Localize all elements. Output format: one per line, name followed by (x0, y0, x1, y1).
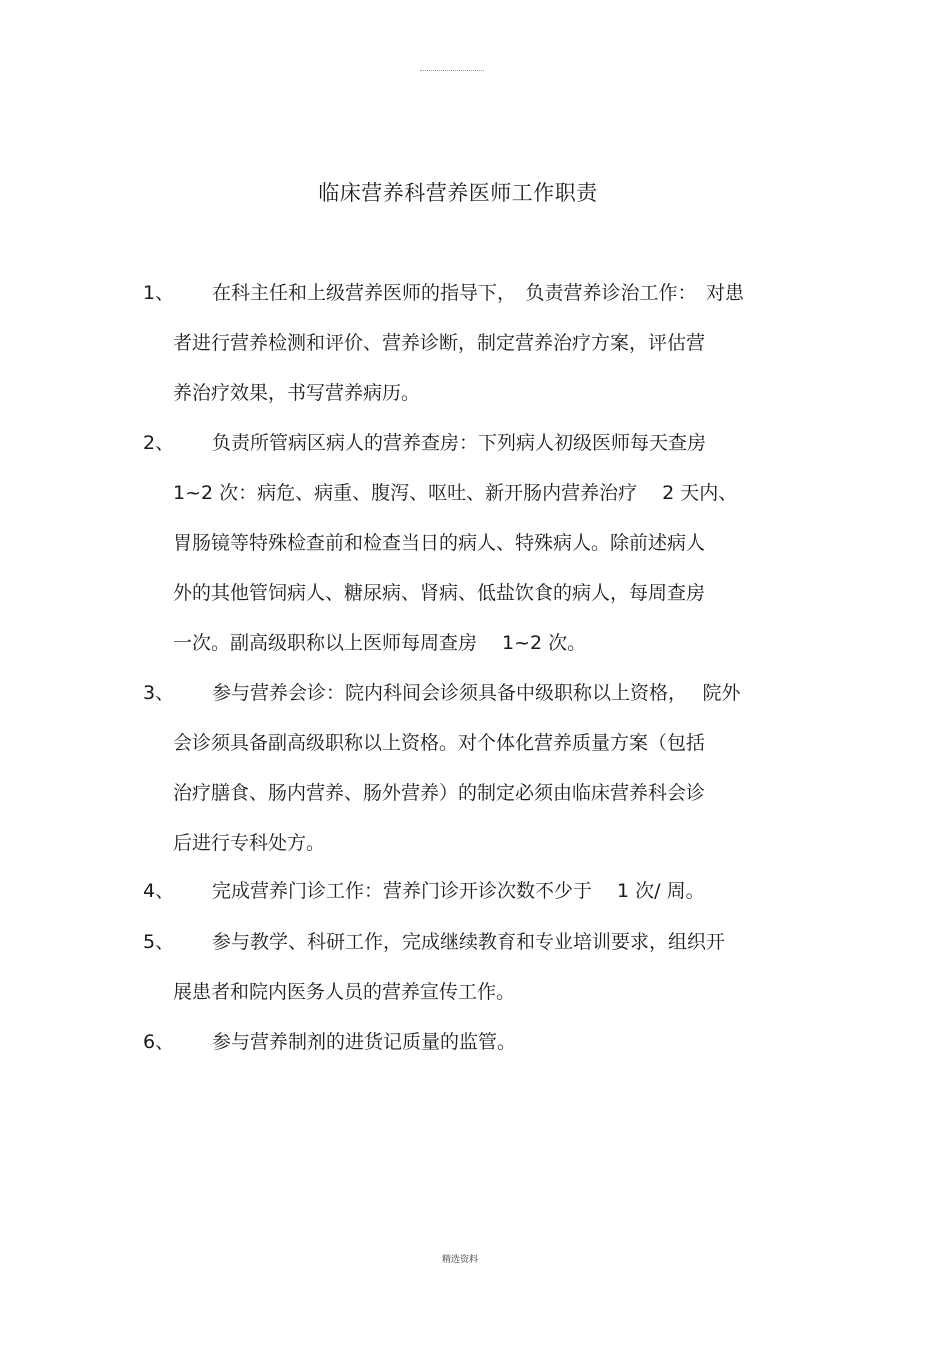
page-footer: 精选资料 (441, 1255, 478, 1265)
item-line: 参与教学、科研工作，完成继续教育和专业培训要求，组织开 (212, 931, 726, 953)
document-title: 临床营养科营养医师工作职责 (318, 181, 598, 205)
item-line: 参与营养制剂的进货记质量的监管。 (212, 1031, 517, 1053)
item-line: 展患者和院内医务人员的营养宣传工作。 (173, 981, 516, 1003)
item-number: 2、 (143, 432, 175, 454)
item-number: 5、 (143, 931, 175, 953)
item-line: 参与营养会诊：院内科间会诊须具备中级职称以上资格， 院外 (212, 682, 741, 704)
item-line: 会诊须具备副高级职称以上资格。对个体化营养质量方案（包括 (173, 732, 706, 754)
item-line: 治疗膳食、肠内营养、肠外营养）的制定必须由临床营养科会诊 (173, 782, 706, 804)
item-line: 在科主任和上级营养医师的指导下， 负责营养诊治工作： 对患 (212, 282, 745, 304)
item-number: 6、 (143, 1031, 175, 1053)
item-line: 1~2 次：病危、病重、腹泻、呕吐、新开肠内营养治疗 2 天内、 (173, 482, 738, 504)
item-line: 完成营养门诊工作：营养门诊开诊次数不少于 1 次/ 周。 (212, 880, 705, 902)
item-line: 胃肠镜等特殊检查前和检查当日的病人、特殊病人。除前述病人 (173, 532, 706, 554)
item-line: 一次。副高级职称以上医师每周查房 1~2 次。 (173, 632, 587, 654)
item-line: 养治疗效果，书写营养病历。 (173, 382, 421, 404)
item-number: 1、 (143, 282, 175, 304)
header-dotted-rule (420, 70, 484, 71)
item-number: 4、 (143, 880, 175, 902)
item-number: 3、 (143, 682, 175, 704)
item-line: 后进行专科处方。 (173, 832, 326, 854)
item-line: 外的其他管饲病人、糖尿病、肾病、低盐饮食的病人，每周查房 (173, 582, 706, 604)
item-line: 负责所管病区病人的营养查房：下列病人初级医师每天查房 (212, 432, 707, 454)
item-line: 者进行营养检测和评价、营养诊断，制定营养治疗方案，评估营 (173, 332, 706, 354)
